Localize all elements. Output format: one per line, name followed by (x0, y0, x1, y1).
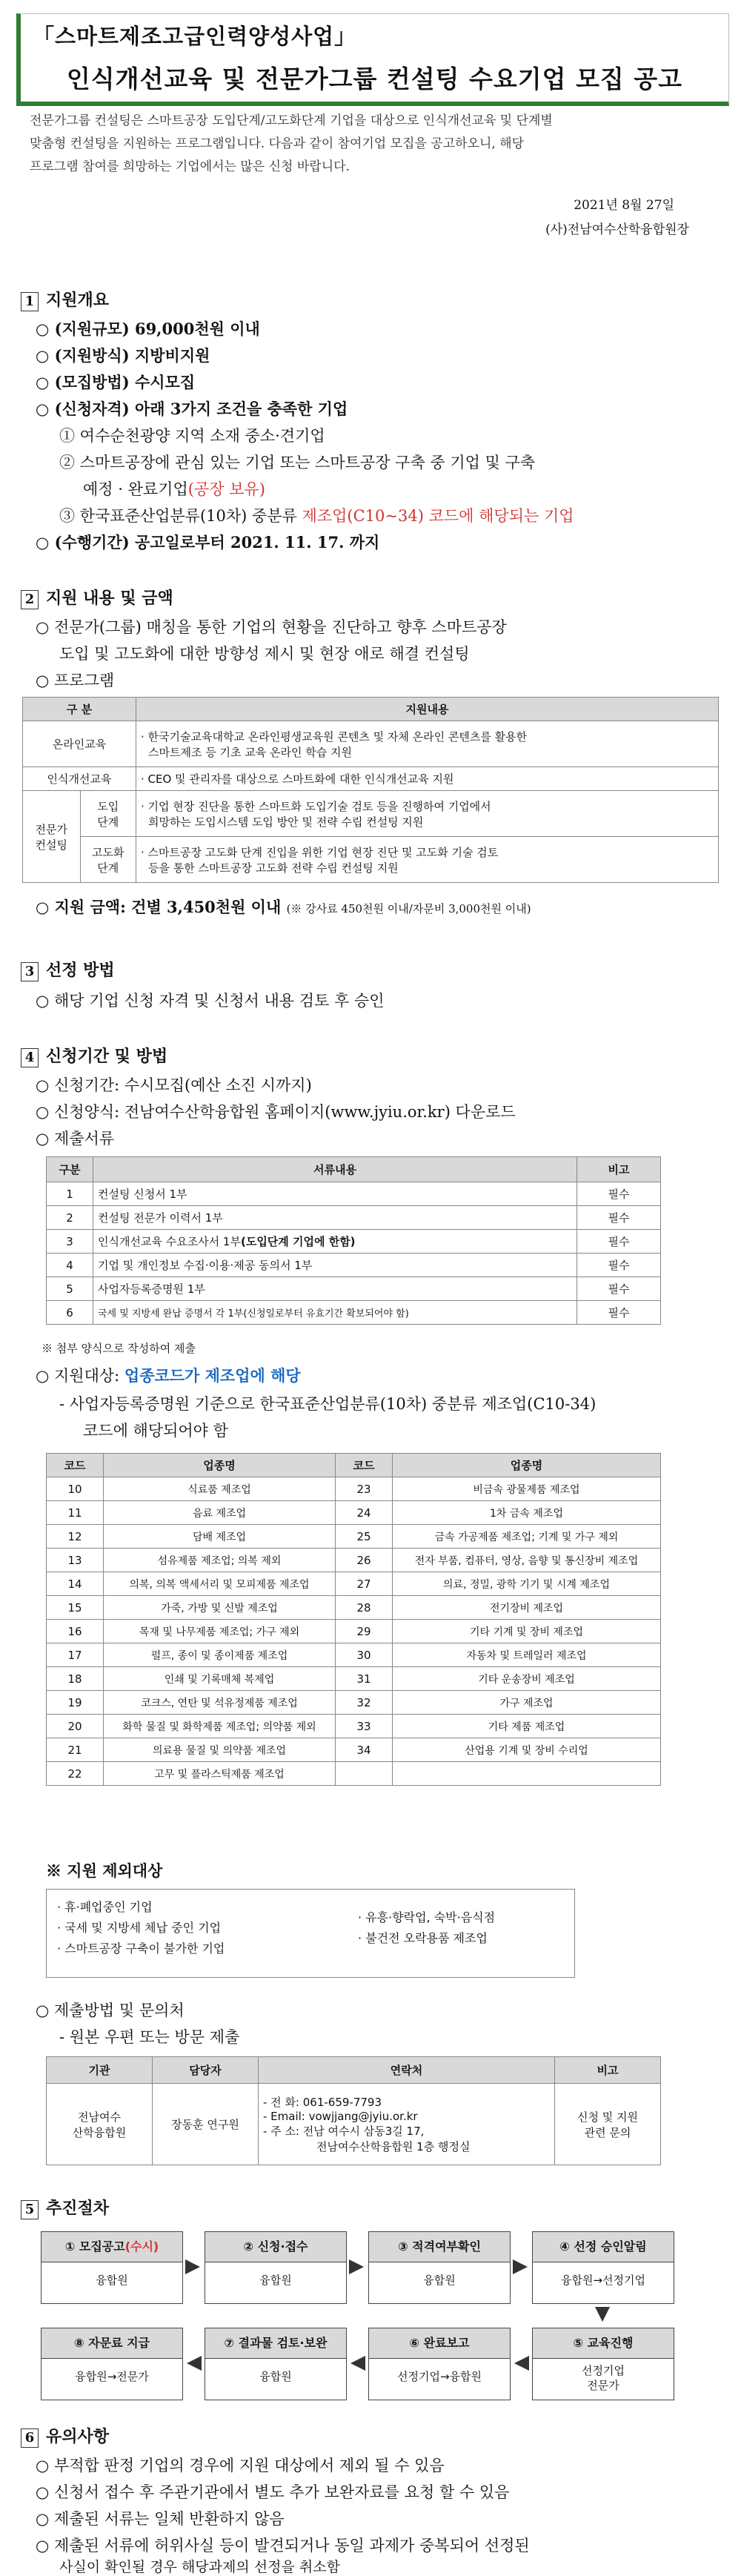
table-cell: 34 (336, 1738, 393, 1762)
table-cell: · 기업 현장 진단을 통한 스마트화 도입기술 검토 등을 진행하여 기업에서 희망하는 도입시스템 도입 방안 및 전략 수립 컨설팅 지원 (136, 791, 719, 837)
exclusion-left (57, 1897, 225, 1959)
table-cell: 화학 물질 및 화학제품 제조업; 의약품 제외 (104, 1715, 336, 1738)
section-title: 지원 내용 및 금액 (46, 589, 173, 608)
table-cell: 16 (47, 1620, 104, 1643)
section-2-heading (21, 586, 173, 609)
table-cell: 의복, 의복 액세서리 및 모피제품 제조업 (104, 1572, 336, 1596)
table-cell: 음료 제조업 (104, 1501, 336, 1525)
table-cell: 국세 및 지방세 완납 증명서 각 1부(신청일로부터 유효기간 확보되어야 함) (93, 1301, 577, 1325)
table-cell: 22 (47, 1762, 104, 1786)
table-cell: 고무 및 플라스틱제품 제조업 (104, 1762, 336, 1786)
note-item-cont: 사실이 확인될 경우 해당과제의 선정을 취소함 (59, 2559, 340, 2575)
table-header: 지원내용 (136, 698, 719, 721)
submit-docs-label: ○ 제출서류 (36, 1130, 115, 1148)
table-row (47, 1525, 661, 1549)
table-cell: 컨설팅 신청서 1부 (93, 1182, 577, 1206)
section-title: 추진절차 (46, 2199, 110, 2218)
contact-email[interactable]: - Email: vowjjang@jyiu.or.kr (263, 2110, 418, 2123)
table-cell: 기타 제품 제조업 (393, 1715, 661, 1738)
table-cell: 18 (47, 1667, 104, 1691)
table-cell: 의료, 정밀, 광학 기기 및 시계 제조업 (393, 1572, 661, 1596)
process-step-2 (205, 2231, 347, 2304)
table-header: 연락처 (259, 2057, 555, 2084)
intro-line: 맞춤형 컨설팅을 지원하는 프로그램입니다. 다음과 같이 참여기업 모집을 공고하오니, 해당 (30, 136, 525, 151)
step-body: 선정기업→융합원 (397, 2370, 482, 2383)
table-cell: 의료용 물질 및 의약품 제조업 (104, 1738, 336, 1762)
process-step-5 (532, 2328, 674, 2400)
section-title: 유의사항 (46, 2427, 110, 2446)
table-header: 담당자 (153, 2057, 259, 2084)
table-cell: 전자 부품, 컴퓨터, 영상, 음향 및 통신장비 제조업 (393, 1549, 661, 1572)
table-cell: 5 (47, 1277, 93, 1301)
support-scale: ○ (지원규모) 69,000천원 이내 (36, 319, 260, 338)
support-amount: ○ 지원 금액: 건별 3,450천원 이내 (※ 강사료 450천원 이내/자문비 3,000천원 이내) (36, 898, 531, 916)
table-cell: 17 (47, 1643, 104, 1667)
table-cell: 27 (336, 1572, 393, 1596)
section-title: 선정 방법 (46, 961, 115, 980)
table-row (47, 1667, 661, 1691)
recruit-method: ○ (모집방법) 수시모집 (36, 373, 196, 391)
table-cell: 인식개선교육 수요조사서 1부(도입단계 기업에 한함) (93, 1230, 577, 1254)
table-row (47, 1738, 661, 1762)
title-line1: 「스마트제조고급인력양성사업」 (33, 24, 357, 49)
table-cell: 15 (47, 1596, 104, 1620)
table-cell: 2 (47, 1206, 93, 1230)
arrow-left-icon (350, 2356, 365, 2371)
table-row (47, 1477, 661, 1501)
step-body: 융합원 (96, 2274, 128, 2287)
issuer: (사)전남여수산학융합원장 (545, 222, 689, 237)
page-title: 인식개선교육 및 전문가그룹 컨설팅 수요기업 모집 공고 (66, 64, 683, 93)
table-cell: 14 (47, 1572, 104, 1596)
section-1-heading (21, 288, 109, 311)
contact-address-cont: 전남여수산학융합원 1층 행정실 (316, 2140, 471, 2153)
table-cell: 29 (336, 1620, 393, 1643)
table-header: 구 분 (23, 698, 136, 721)
qual-item-1: ① 여수순천광양 지역 소재 중소·견기업 (59, 427, 325, 445)
table-cell: 사업자등록증명원 1부 (93, 1277, 577, 1301)
step-body: 융합원→전문가 (75, 2370, 149, 2383)
section-number: 2 (21, 590, 39, 609)
documents-table (46, 1156, 661, 1325)
section-title: 신청기간 및 방법 (46, 1047, 168, 1066)
apply-form: ○ 신청양식: 전남여수산학융합원 홈페이지(www.jyiu.or.kr) 다운로드 (36, 1103, 516, 1121)
step-body: 융합원 (259, 2274, 292, 2287)
table-row (47, 1549, 661, 1572)
table-cell: 12 (47, 1525, 104, 1549)
table-header: 기관 (47, 2057, 153, 2084)
section-number: 4 (21, 1048, 39, 1067)
selection-method: ○ 해당 기업 신청 자격 및 신청서 내용 검토 후 승인 (36, 992, 385, 1010)
table-cell: 25 (336, 1525, 393, 1549)
note-item: ○ 부적합 판정 기업의 경우에 지원 대상에서 제외 될 수 있음 (36, 2457, 445, 2474)
table-cell: 담배 제조업 (104, 1525, 336, 1549)
table-row (47, 1620, 661, 1643)
table-cell: 식료품 제조업 (104, 1477, 336, 1501)
step-heading: ⑥ 완료보고 (369, 2328, 510, 2359)
step-body: 융합원 (259, 2370, 292, 2383)
s2-p3: ○ 프로그램 (36, 672, 115, 689)
section-3-heading (21, 958, 115, 981)
exclusion-item: · 스마트공장 구축이 불가한 기업 (57, 1941, 225, 1956)
table-cell: 기타 운송장비 제조업 (393, 1667, 661, 1691)
exclusion-item: · 휴·폐업중인 기업 (57, 1900, 153, 1914)
table-cell: 필수 (577, 1230, 661, 1254)
s2-p2: 도입 및 고도화에 대한 방향성 제시 및 현장 애로 해결 컨설팅 (59, 645, 470, 663)
exclusion-item: · 유흥·향락업, 숙박·음식점 (358, 1910, 496, 1924)
table-cell: 24 (336, 1501, 393, 1525)
table-row (47, 1596, 661, 1620)
submit-method-sub: - 원본 우편 또는 방문 제출 (59, 2028, 240, 2046)
contact-address: - 주 소: 전남 여수시 삼동3길 17, (263, 2125, 425, 2138)
table-cell: 6 (47, 1301, 93, 1325)
exclusion-item: · 불건전 오락용품 제조업 (358, 1931, 488, 1945)
red-emphasis: 제조업(C10~34) 코드에 해당되는 기업 (302, 507, 574, 525)
table-cell: 비금속 광물제품 제조업 (393, 1477, 661, 1501)
step-heading: ⑤ 교육진행 (533, 2328, 674, 2359)
table-cell: 필수 (577, 1254, 661, 1277)
table-header: 비고 (577, 1157, 661, 1182)
arrow-left-icon (187, 2356, 202, 2371)
step-heading: ③ 적격여부확인 (369, 2232, 510, 2262)
arrow-right-icon (349, 2259, 364, 2274)
intro-line: 전문가그룹 컨설팅은 스마트공장 도입단계/고도화단계 기업을 대상으로 인식개선교육 및 단계별 (30, 113, 553, 128)
qualification: ○ (신청자격) 아래 3가지 조건을 충족한 기업 (36, 400, 348, 418)
table-row (47, 1715, 661, 1738)
table-cell (336, 1762, 393, 1786)
table-header: 업종명 (393, 1454, 661, 1477)
red-emphasis: (공장 보유) (187, 480, 265, 498)
industry-code-table (46, 1453, 661, 1786)
table-cell: 고도화 단계 (80, 837, 136, 883)
step-heading: ① 모집공고(수시) (41, 2232, 182, 2262)
table-cell: 섬유제품 제조업; 의복 제외 (104, 1549, 336, 1572)
table-cell: 필수 (577, 1206, 661, 1230)
target-detail-cont: 코드에 해당되어야 함 (83, 1422, 228, 1440)
table-cell: 23 (336, 1477, 393, 1501)
process-step-8 (41, 2328, 183, 2400)
table-cell (393, 1762, 661, 1786)
table-header: 구분 (47, 1157, 93, 1182)
table-cell: 19 (47, 1691, 104, 1715)
table-cell: 산업용 기계 및 장비 수리업 (393, 1738, 661, 1762)
target-detail: - 사업자등록증명원 기준으로 한국표준산업분류(10차) 중분류 제조업(C10-34) (59, 1395, 597, 1413)
table-header: 업종명 (104, 1454, 336, 1477)
step-body: 융합원→선정기업 (561, 2274, 645, 2287)
section-6-heading (21, 2424, 109, 2448)
table-cell: 가구 제조업 (393, 1691, 661, 1715)
process-step-4 (532, 2231, 674, 2304)
table-cell: 3 (47, 1230, 93, 1254)
section-number: 6 (21, 2428, 39, 2448)
contact-org: 전남여수 산학융합원 (47, 2084, 153, 2165)
process-step-3 (368, 2231, 511, 2304)
intro-line: 프로그램 참여를 희망하는 기업에서는 많은 신청 바랍니다. (30, 159, 350, 174)
table-cell: 기타 기계 및 장비 제조업 (393, 1620, 661, 1643)
section-number: 1 (21, 292, 39, 311)
title-box (16, 13, 729, 106)
step-heading: ② 신청·접수 (205, 2232, 346, 2262)
table-header: 코드 (47, 1454, 104, 1477)
section-number: 3 (21, 962, 39, 981)
arrow-right-icon (185, 2259, 200, 2274)
process-step-1 (41, 2231, 183, 2304)
table-cell: 인쇄 및 기록매체 복제업 (104, 1667, 336, 1691)
table-cell: 기업 및 개인정보 수집·이용·제공 동의서 1부 (93, 1254, 577, 1277)
table-cell: 가죽, 가방 및 신발 제조업 (104, 1596, 336, 1620)
section-5-heading (21, 2196, 109, 2219)
table-cell: · 스마트공장 고도화 단계 진입을 위한 기업 현장 진단 및 고도화 기술 검토 등을 통한 스마트공장 고도화 전략 수립 컨설팅 지원 (136, 837, 719, 883)
support-method: ○ (지원방식) 지방비지원 (36, 346, 210, 365)
doc-note: ※ 첨부 양식으로 작성하여 제출 (41, 1342, 196, 1355)
exclusion-item: · 국세 및 지방세 체납 중인 기업 (57, 1921, 222, 1935)
table-cell: 필수 (577, 1182, 661, 1206)
apply-period: ○ 신청기간: 수시모집(예산 소진 시까지) (36, 1076, 312, 1094)
step-heading: ⑧ 자문료 지급 (41, 2328, 182, 2359)
step-body: 융합원 (423, 2274, 456, 2287)
announcement-date: 2021년 8월 27일 (574, 198, 674, 213)
table-cell: 펄프, 종이 및 종이제품 제조업 (104, 1643, 336, 1667)
table-cell: 목재 및 나무제품 제조업; 가구 제외 (104, 1620, 336, 1643)
table-cell: 인식개선교육 (23, 767, 136, 791)
qual-item-2: ② 스마트공장에 관심 있는 기업 또는 스마트공장 구축 중 기업 및 구축 (59, 454, 536, 471)
table-cell: 32 (336, 1691, 393, 1715)
process-step-6 (368, 2328, 511, 2400)
blue-emphasis: 업종코드가 제조업에 해당 (124, 1366, 301, 1385)
contact-person: 장동훈 연구원 (153, 2084, 259, 2165)
section-title: 지원개요 (46, 291, 110, 310)
program-table (22, 697, 719, 883)
table-cell: 도입 단계 (80, 791, 136, 837)
table-cell: 필수 (577, 1277, 661, 1301)
step-heading: ④ 선정 승인알림 (533, 2232, 674, 2262)
table-cell: 13 (47, 1549, 104, 1572)
table-cell: 컨설팅 전문가 이력서 1부 (93, 1206, 577, 1230)
exclusion-title: ※ 지원 제외대상 (46, 1861, 163, 1880)
contact-info (259, 2084, 555, 2165)
table-row (47, 1572, 661, 1596)
table-cell: 10 (47, 1477, 104, 1501)
table-cell: 1 (47, 1182, 93, 1206)
table-cell: 30 (336, 1643, 393, 1667)
intro-paragraph (30, 110, 711, 179)
table-cell: 11 (47, 1501, 104, 1525)
note-item: ○ 제출된 서류는 일체 반환하지 않음 (36, 2510, 285, 2528)
section-number: 5 (21, 2200, 39, 2219)
section-4-heading (21, 1044, 167, 1067)
exclusion-right (358, 1907, 495, 1949)
table-cell: 자동차 및 트레일러 제조업 (393, 1643, 661, 1667)
step-heading: ⑦ 결과물 검토·보완 (205, 2328, 346, 2359)
table-cell: 코크스, 연탄 및 석유정제품 제조업 (104, 1691, 336, 1715)
table-cell: 28 (336, 1596, 393, 1620)
qual-item-2-cont: 예정 · 완료기업(공장 보유) (83, 480, 265, 498)
table-cell: 20 (47, 1715, 104, 1738)
process-step-7 (205, 2328, 347, 2400)
table-cell: 온라인교육 (23, 721, 136, 767)
table-row (47, 1762, 661, 1786)
note-item: ○ 신청서 접수 후 주관기관에서 별도 추가 보완자료를 요청 할 수 있음 (36, 2483, 510, 2501)
arrow-left-icon (514, 2356, 529, 2371)
exclusion-box (46, 1889, 575, 1978)
period: ○ (수행기간) 공고일로부터 2021. 11. 17. 까지 (36, 533, 380, 552)
table-cell: 1차 금속 제조업 (393, 1501, 661, 1525)
contact-table (46, 2056, 661, 2165)
submit-method: ○ 제출방법 및 문의처 (36, 2001, 185, 2019)
s2-p1: ○ 전문가(그룹) 매칭을 통한 기업의 현황을 진단하고 향후 스마트공장 (36, 618, 507, 636)
table-row (47, 1643, 661, 1667)
qual-item-3: ③ 한국표준산업분류(10차) 중분류 제조업(C10~34) 코드에 해당되는 기업 (59, 507, 574, 525)
table-cell: 전기장비 제조업 (393, 1596, 661, 1620)
table-header: 비고 (555, 2057, 661, 2084)
contact-phone: - 전 화: 061-659-7793 (263, 2096, 382, 2109)
step-body: 선정기업 전문가 (582, 2364, 625, 2392)
table-cell: 33 (336, 1715, 393, 1738)
table-cell: 필수 (577, 1301, 661, 1325)
table-cell: · 한국기술교육대학교 온라인평생교육원 콘텐츠 및 자체 온라인 콘텐츠를 활용한 스마트제조 등 기초 교육 온라인 학습 지원 (136, 721, 719, 767)
table-cell: · CEO 및 관리자를 대상으로 스마트화에 대한 인식개선교육 지원 (136, 767, 719, 791)
arrow-down-icon (595, 2307, 610, 2322)
table-row (47, 1501, 661, 1525)
table-cell: 31 (336, 1667, 393, 1691)
arrow-right-icon (513, 2259, 528, 2274)
contact-note: 신청 및 지원 관련 문의 (555, 2084, 661, 2165)
amount-note: (※ 강사료 450천원 이내/자문비 3,000천원 이내) (286, 902, 531, 915)
table-row (47, 1691, 661, 1715)
support-target: ○ 지원대상: 업종코드가 제조업에 해당 (36, 1366, 301, 1385)
table-cell: 전문가 컨설팅 (23, 791, 81, 883)
table-cell: 21 (47, 1738, 104, 1762)
table-header: 서류내용 (93, 1157, 577, 1182)
note-item: ○ 제출된 서류에 허위사실 등이 발견되거나 동일 과제가 중복되어 선정된 (36, 2537, 530, 2555)
table-cell: 금속 가공제품 제조업; 기계 및 가구 제외 (393, 1525, 661, 1549)
table-header: 코드 (336, 1454, 393, 1477)
table-cell: 26 (336, 1549, 393, 1572)
table-cell: 4 (47, 1254, 93, 1277)
